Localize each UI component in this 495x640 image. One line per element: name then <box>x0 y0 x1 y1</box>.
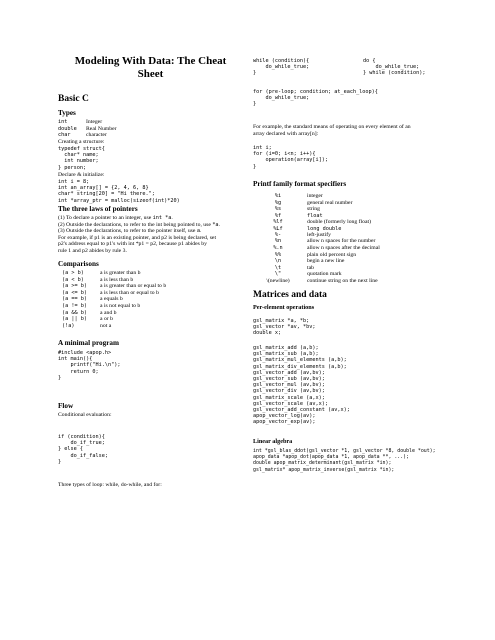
linear-algebra-heading: Linear algebra <box>253 438 293 445</box>
table-row: %f float <box>274 212 323 219</box>
table-row: %n allow n spaces for the number <box>274 238 376 245</box>
type-desc: Real Number <box>86 125 117 132</box>
pointer-rule-3: (3) Outside the declarations, to refer to the pointer itself, use a. <box>58 228 202 235</box>
array-loop-code: int i; for (i=0; i<n; i++){ operation(array[i]); } <box>253 145 328 170</box>
table-row: %i integer <box>274 193 323 199</box>
pointer-rule-2: (2) Outside the declarations, to refer to the int being pointed to, use *a. <box>58 221 220 228</box>
matrices-heading: Matrices and data <box>253 290 327 300</box>
table-row: (a >= b) a is greater than or equal to b <box>62 283 167 290</box>
page-title-line1: Modeling With Data: The Cheat <box>74 55 227 67</box>
table-row: \t tab <box>274 264 314 271</box>
pointer-example-line2: p2's address equal to p1's with int *p1 = p2, because p1 abides by <box>58 241 207 248</box>
pointer-rule-1: (1) To declare a pointer to an integer, use int *a. <box>58 215 173 221</box>
type-desc: character <box>86 132 107 139</box>
flow-heading: Flow <box>58 402 74 410</box>
minimal-program-heading: A minimal program <box>58 339 119 347</box>
table-row: %.n allow n spaces after the decimal <box>273 244 380 251</box>
table-row: %g general real number <box>274 199 353 206</box>
type-code: double <box>58 125 77 132</box>
table-row: \(newline) continue string on the next line <box>266 277 378 284</box>
comparisons-heading: Comparisons <box>58 260 99 268</box>
types-table <box>58 119 120 139</box>
while-code: while (condition){ do_while_true; } <box>253 58 310 77</box>
comparisons-table <box>62 270 170 329</box>
printf-table <box>253 193 384 285</box>
table-row: (a == b) a equals b <box>62 296 123 303</box>
minimal-program-code: #include <apop.h> int main(){ printf("Hi.\n"); return 0; } <box>58 350 121 381</box>
table-row: (!a) not a <box>62 322 112 329</box>
page-title <box>58 55 243 81</box>
table-row: (a < b) a is less than b <box>62 276 134 283</box>
declare-code: int i = 8; int an_array[] = {2, 4, 6, 8} char* string[20] = "Hi there."; int *array_ptr = malloc(sizeof(int)*20) <box>58 179 180 204</box>
loops-text: Three types of loop: while, do-while, and for: <box>58 482 162 488</box>
struct-code: typedef struct{ char* name; int number; } person; <box>58 146 105 171</box>
table-row: %% plain old percent sign <box>274 251 357 258</box>
matrix-operations-code: gsl_matrix_add (a,b); gsl_matrix_sub (a,b); gsl_matrix_mul_elements (a,b); gsl_matrix_div_elements (a,b); gsl_vector_add (av,bv); gsl_vector_sub (av,bv); gsl_vector_mul (av,bv); gsl_vector_div (av,bv); gsl_matrix_scale (a,x); gsl_vector_scale (av,x); gsl_vector_add_constant (av,x); apop_vector_log(av); apop_vector_exp(av); <box>253 345 350 426</box>
table-row: %s string <box>274 206 320 213</box>
table-row: %lf double (formerly long float) <box>273 218 371 225</box>
linear-algebra-code: int *gsl_blas_ddot(gsl_vector *1, gsl_vector *8, double *out); apop_data *apop_dot(apop_data *1, apop_data **, ...); double apop_matrix_determinant(gsl_matrix *in); gsl_matrix* apop_matrix_inverse(gsl_matrix *in); <box>253 448 436 473</box>
pointers-heading: The three laws of pointers <box>58 205 138 213</box>
table-row: (a != b) a is not equal to b <box>62 302 141 309</box>
type-code: int <box>58 119 68 125</box>
pointer-rules <box>58 215 244 255</box>
flow-intro: Conditional evaluation: <box>58 412 112 418</box>
page-title-line2: Sheet <box>137 68 164 80</box>
pointer-example-line1: For example, if p1 is an existing pointer, and p2 is being declared, set <box>58 234 217 241</box>
struct-intro: Creating a structure: <box>58 139 105 145</box>
printf-heading: Printf family format specifiers <box>253 180 347 188</box>
table-row: %Lf long double <box>273 225 342 232</box>
types-heading: Types <box>58 109 76 117</box>
for-loop-code: for (pre-loop; condition; at_each_loop){ do_while_true; } <box>253 89 378 108</box>
table-row: %- left-justify <box>274 231 332 238</box>
flow-code: if (condition){ do_if_true; } else { do_if_false; } <box>58 434 108 465</box>
type-code: char <box>58 132 71 139</box>
table-row <box>58 119 120 126</box>
table-row: (a > b) a is greater than b <box>62 270 141 276</box>
type-desc: Integer <box>86 119 103 125</box>
pointer-example-line3: rule 1 and p2 abides by rule 3. <box>58 247 127 254</box>
table-row: (a && b) a and b <box>62 309 117 316</box>
basic-c-heading: Basic C <box>58 94 89 104</box>
table-row <box>58 132 120 139</box>
table-row: \" quotation mark <box>274 271 342 278</box>
matrix-declarations-code: gsl_matrix *a, *b; gsl_vector *av, *bv; double x; <box>253 318 316 337</box>
table-row: \n begin a new line <box>274 258 345 265</box>
declare-intro: Declare & initialize: <box>58 172 105 178</box>
table-row <box>58 126 120 133</box>
table-row: (a || b) a or b <box>62 316 113 323</box>
array-text: For example, the standard means of operating on every element of an array declared with array[n]: <box>253 124 411 137</box>
per-element-heading: Per-element operations <box>253 304 315 311</box>
table-row: (a <= b) a is less than or equal to b <box>62 289 159 296</box>
do-while-code: do { do_while_true; } while (condition); <box>363 58 426 77</box>
